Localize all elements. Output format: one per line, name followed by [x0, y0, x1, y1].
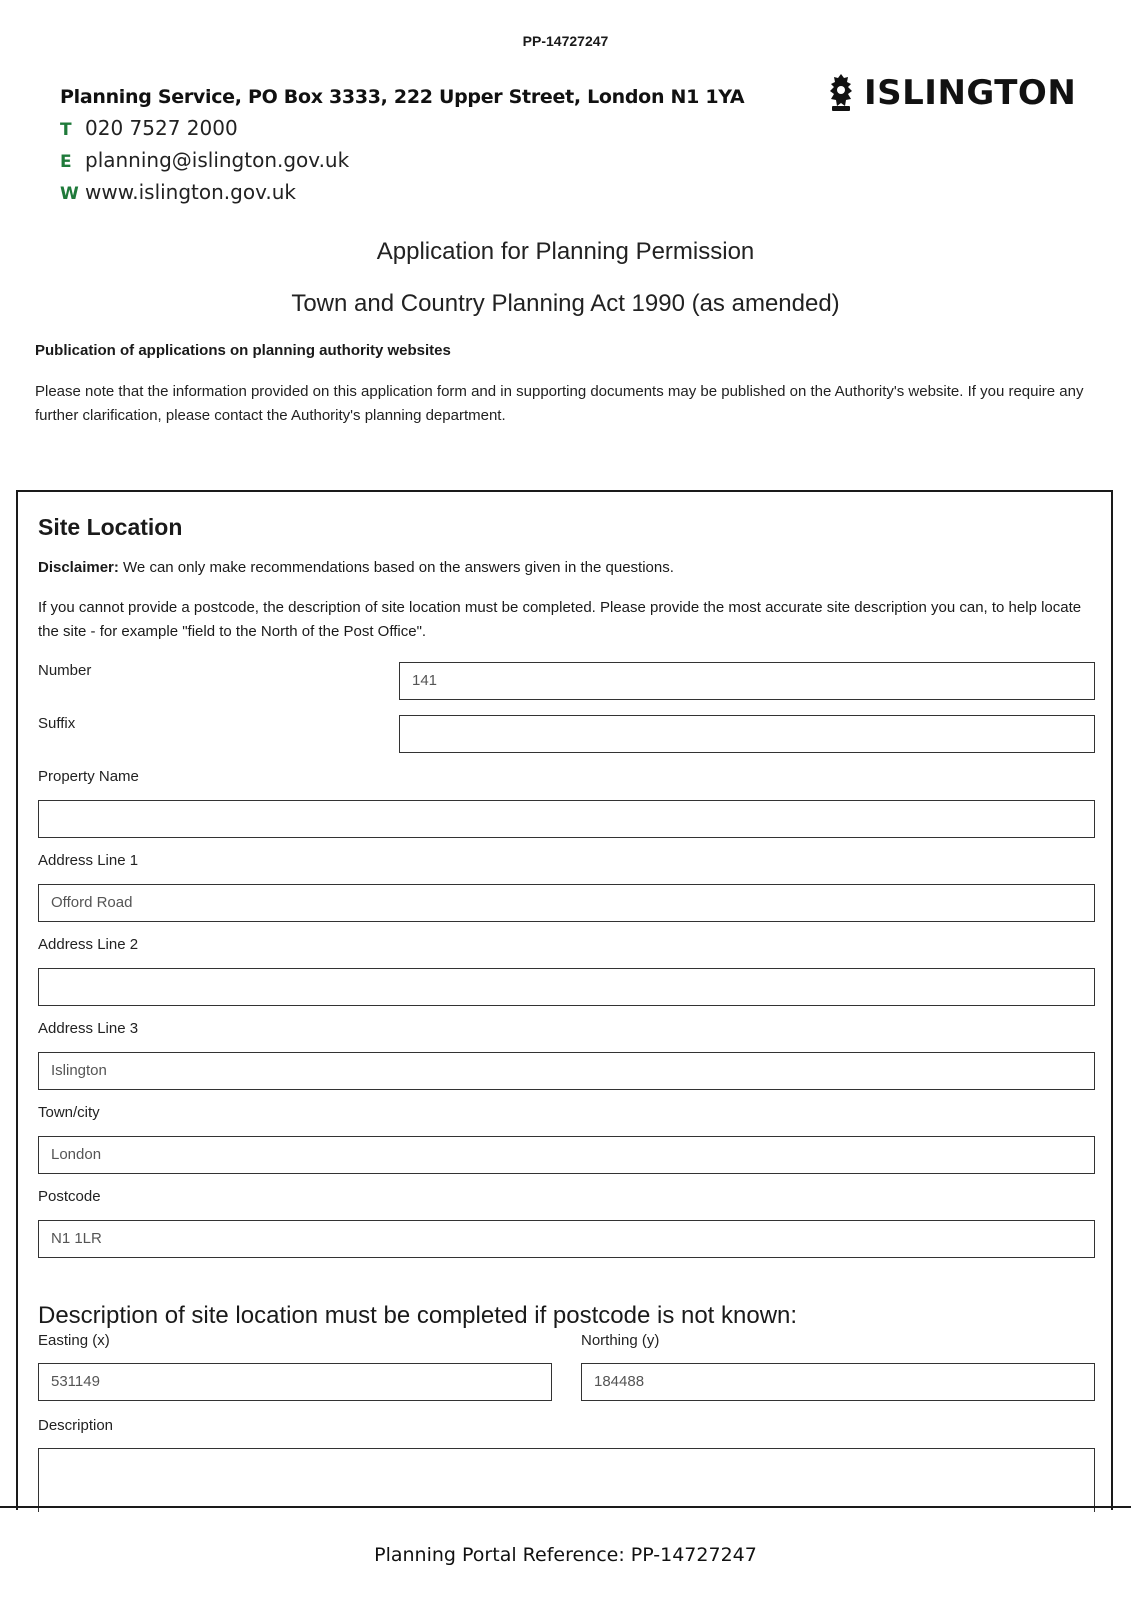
number-field[interactable]: 141 [399, 662, 1095, 700]
northing-label: Northing (y) [581, 1332, 660, 1349]
suffix-label: Suffix [38, 715, 76, 732]
easting-field[interactable]: 531149 [38, 1363, 552, 1401]
help-text: If you cannot provide a postcode, the description of site location must be completed. Please provide the most accurate site description you can, to help locate the site - for example "field to the North of the Post Office". [38, 599, 1082, 640]
act-title: Town and Country Planning Act 1990 (as amended) [291, 290, 840, 317]
postcode-field[interactable]: N1 1LR [38, 1220, 1095, 1258]
property-name-label: Property Name [38, 768, 139, 785]
crest-icon [826, 72, 856, 114]
email-letter: E [60, 152, 72, 172]
phone-number: 020 7527 2000 [85, 116, 238, 140]
footer-reference: Planning Portal Reference: PP-14727247 [374, 1544, 757, 1566]
address-line-3-label: Address Line 3 [38, 1020, 139, 1037]
northing-field[interactable]: 184488 [581, 1363, 1095, 1401]
contact-website [60, 180, 744, 212]
address-line-2-field[interactable] [38, 968, 1095, 1006]
address-line-1-field[interactable]: Offord Road [38, 884, 1095, 922]
property-name-field[interactable] [38, 800, 1095, 838]
disclaimer-text: We can only make recommendations based on the answers given in the questions. [118, 559, 674, 576]
disclaimer [38, 559, 674, 576]
email-address: planning@islington.gov.uk [85, 148, 350, 172]
disclaimer-label: Disclaimer: [38, 559, 119, 576]
section-title: Site Location [38, 514, 183, 540]
form-title: Application for Planning Permission [376, 238, 755, 265]
contact-email [60, 148, 744, 180]
website-letter: W [60, 184, 79, 204]
phone-letter: T [60, 120, 72, 140]
easting-label: Easting (x) [38, 1332, 110, 1349]
town-city-label: Town/city [38, 1104, 100, 1121]
council-address: Planning Service, PO Box 3333, 222 Upper Street, London N1 1YA [60, 86, 745, 108]
contact-phone [60, 116, 744, 148]
suffix-field[interactable] [399, 715, 1095, 753]
description-heading: Description of site location must be completed if postcode is not known: [38, 1302, 798, 1329]
number-label: Number [38, 662, 92, 679]
contact-block [60, 86, 744, 212]
publication-text: Please note that the information provided on this application form and in supporting documents may be published on the Authority's website. If you require any further clarification, please contact the Authority's planning department. [35, 383, 1084, 424]
town-city-field[interactable]: London [38, 1136, 1095, 1174]
document-reference-top: PP-14727247 [522, 33, 609, 49]
islington-logo [826, 72, 1076, 114]
address-line-1-label: Address Line 1 [38, 852, 139, 869]
postcode-label: Postcode [38, 1188, 101, 1205]
description-label: Description [38, 1417, 114, 1434]
logo-wordmark: ISLINGTON [864, 73, 1077, 113]
site-location-panel [16, 490, 1113, 1510]
website-url: www.islington.gov.uk [85, 180, 296, 204]
address-line-3-field[interactable]: Islington [38, 1052, 1095, 1090]
address-line-2-label: Address Line 2 [38, 936, 139, 953]
description-textarea[interactable] [38, 1448, 1095, 1512]
page-divider [0, 1506, 1131, 1508]
publication-heading: Publication of applications on planning authority websites [35, 342, 451, 359]
